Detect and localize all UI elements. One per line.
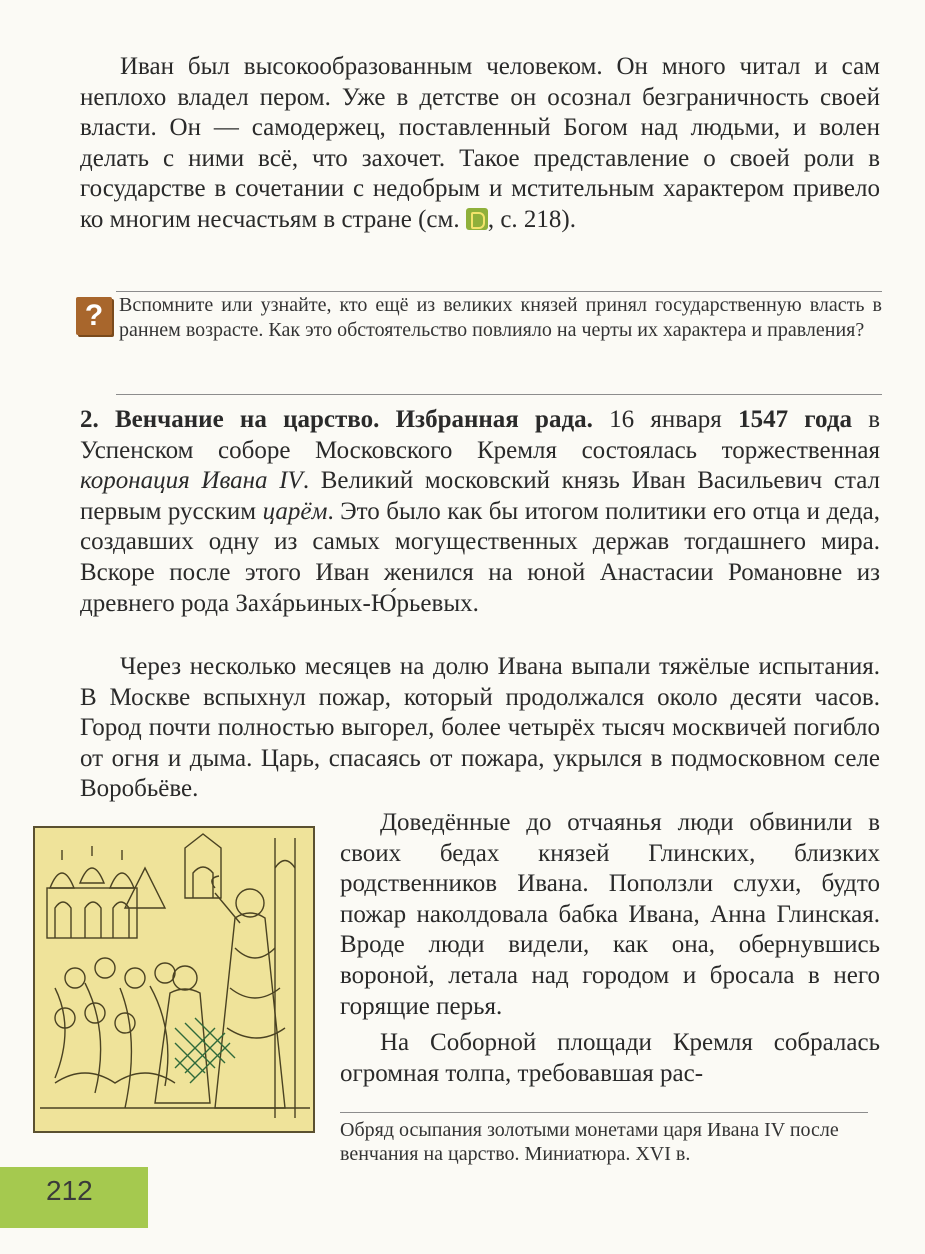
section-2-paragraph-3: Доведённые до отчаянья люди обвинили в своих бедах князей Глинских, близких родственников Ивана. Поползли слухи, будто пожар наколдовала бабка Ивана, Анна Глинская. Вроде люди видели, как она, обернувшись вороной, летала над городом и бросала в него горящие перья. (340, 809, 880, 1020)
section-heading: 2. Венчание на царство. Избранная рада. (80, 406, 593, 433)
miniature-drawing (35, 828, 313, 1131)
section-year: 1547 года (738, 406, 852, 433)
question-text: Вспомните или узнайте, кто ещё из великих князей принял государственную власть в раннем возрасте. Как это обстоятельство повлияло на черты их характера и правления? (119, 294, 882, 341)
intro-text-2: , с. 218). (487, 205, 576, 233)
section-2-wrap-column (340, 808, 880, 1089)
miniature-illustration (33, 826, 315, 1133)
question-top-rule (116, 291, 882, 292)
question-mark-icon: ? (76, 297, 112, 335)
page-number: 212 (46, 1175, 93, 1206)
intro-text-1: Иван был высокообразованным человеком. Он много читал и сам неплохо владел пером. Уже в детстве он осознал безграничность своей власти. Он — самодержец, поставленный Богом над людьми, и волен делать с ними всё, что захочет. Такое представление о своей роли в государстве в сочетании с недобрым и мстительным характером привело ко многим несчастьям в стране (см. (80, 53, 880, 233)
section-2-paragraph-1: 2. Венчание на царство. Избранная рада. 16 января 1547 года в Успенском соборе Московского Кремля состоялась торжественная коронация Ивана IV. Великий московский князь Иван Васильевич стал первым русским царём. Это было как бы итогом политики его отца и деда, создавших одну из самых могущественных держав тогдашнего мира. Вскоре после этого Иван женился на юной Анастасии Романовне из древнего рода Захáрьиных-Ю́рьевых. (80, 406, 881, 617)
section-2-paragraph-4: На Соборной площади Кремля собралась огромная толпа, требовавшая рас- (340, 1029, 880, 1087)
section-date: 16 января (609, 406, 722, 433)
section-2 (80, 405, 880, 619)
term-tsar: царём (262, 497, 328, 525)
figure-caption: Обряд осыпания золотыми монетами царя Ивана IV после венчания на царство. Миниатюра. XVI в. (340, 1119, 839, 1165)
caption-rule (340, 1112, 868, 1113)
question-bottom-rule (116, 394, 882, 395)
term-coronation: коронация Ивана IV (80, 467, 303, 495)
book-icon[interactable] (466, 208, 488, 230)
section-2-paragraph-2: Через несколько месяцев на долю Ивана выпали тяжёлые испытания. В Москве вспыхнул пожар, который продолжался около десяти часов. Город почти полностью выгорел, более четырёх тысяч москвичей погибло от огня и дыма. Царь, спасаясь от пожара, укрылся в подмосковном селе Воробьёве. (80, 653, 880, 803)
intro-paragraph (80, 52, 880, 236)
